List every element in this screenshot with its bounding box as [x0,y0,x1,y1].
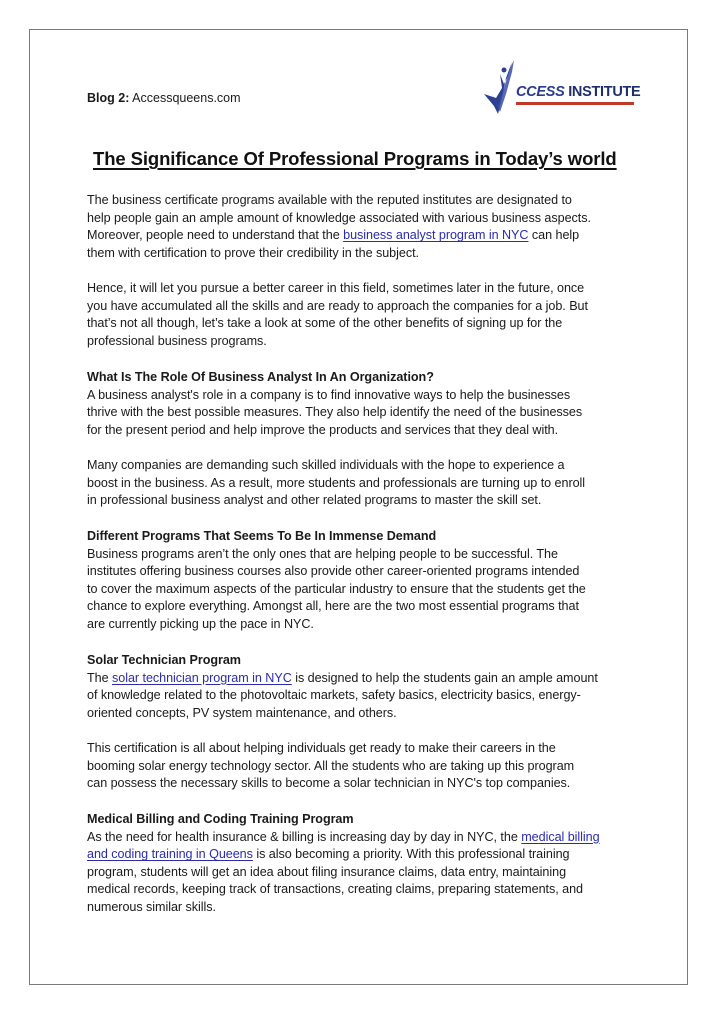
programs-section [87,528,647,634]
logo-prefix: CCESS [516,84,565,100]
business-analyst-program-link[interactable]: business analyst program in NYC [343,228,529,243]
text-line [87,670,647,688]
logo-underline [516,102,634,105]
access-institute-logo [482,58,641,114]
text-line: program, students will get an idea about filing insurance claims, data entry, maintaining [87,864,567,879]
logo-suffix: INSTITUTE [568,84,641,100]
text-line: for the present period and help improve the products and services that they deal with. [87,422,559,437]
solar-certification-paragraph [87,740,647,793]
text-line [87,846,647,864]
section-heading: Medical Billing and Coding Training Program [87,812,354,826]
text-fragment: is designed to help the students gain an ample amount [291,670,598,685]
text-line: oriented concepts, PV system maintenance, and others. [87,705,397,720]
text-line: This certification is all about helping individuals get ready to make their careers in the [87,741,556,755]
medical-billing-link-part2[interactable]: and coding training in Queens [87,847,253,862]
section-heading: Different Programs That Seems To Be In Immense Demand [87,529,437,543]
intro-paragraph [87,192,647,262]
text-line: of knowledge related to the photovoltaic markets, safety basics, electricity basics, energy- [87,688,581,703]
text-line: you have accumulated all the skills and are ready to approach the companies for a job. But [87,298,588,313]
section-heading: What Is The Role Of Business Analyst In An Organization? [87,370,434,384]
text-line: to cover the maximum aspects of the particular industry to ensure that the students get the [87,581,586,596]
solar-technician-program-link[interactable]: solar technician program in NYC [112,670,292,685]
demand-paragraph [87,457,647,510]
medical-section [87,811,647,917]
text-line: Hence, it will let you pursue a better career in this field, sometimes later in the future, once [87,281,585,295]
text-line: numerous similar skills. [87,899,216,914]
solar-section [87,652,647,722]
medical-billing-link-part1[interactable]: medical billing [521,829,600,844]
text-line: chance to explore everything. Amongst all, here are the two most essential programs that [87,599,579,614]
text-line: booming solar energy technology sector. All the students who are taking up this program [87,758,575,773]
text-line: institutes offering business courses also provide other career-oriented programs intended [87,564,580,579]
text-fragment: As the need for health insurance & billing is increasing day by day in NYC, the [87,829,522,844]
text-fragment: The [87,670,112,685]
text-line [87,227,647,245]
intro2-paragraph [87,280,647,350]
text-line: A business analyst's role in a company is to find innovative ways to help the businesses [87,387,571,402]
text-line: The business certificate programs available with the reputed institutes are designated to [87,193,572,207]
text-line: can possess the necessary skills to become a solar technician in NYC's top companies. [87,776,571,791]
text-line: boost in the business. As a result, more students and professionals are turning up to enroll [87,475,586,490]
section-heading: Solar Technician Program [87,653,241,667]
text-line: Many companies are demanding such skilled individuals with the hope to experience a [87,458,565,472]
text-fragment: Moreover, people need to understand that the [87,228,344,243]
role-section [87,369,647,439]
text-line: medical records, keeping track of transactions, creating claims, preparing statements, and [87,882,583,897]
text-line: that’s not all though, let’s take a look at some of the other benefits of signing up for the [87,316,563,331]
text-fragment: is also becoming a priority. With this professional training [252,847,570,862]
page-title: The Significance Of Professional Programs in Today’s world [93,148,617,169]
logo-text [516,84,640,100]
blog-site: Accessqueens.com [132,91,241,105]
text-line: are currently picking up the pace in NYC. [87,616,314,631]
blog-header [87,88,241,108]
blog-label: Blog 2: [87,91,130,105]
text-line: thrive with the best possible measures. They also help identify the need of the businesses [87,405,583,420]
text-line: professional business programs. [87,333,267,348]
text-line: Business programs aren’t the only ones that are helping people to be successful. The [87,546,558,561]
text-line: them with certification to prove their credibility in the subject. [87,245,419,260]
text-fragment: can help [528,228,580,243]
text-line [87,829,647,847]
text-line: in professional business analyst and other related programs to master the skill set. [87,493,542,508]
text-line: help people gain an ample amount of knowledge associated with various business aspects. [87,210,591,225]
